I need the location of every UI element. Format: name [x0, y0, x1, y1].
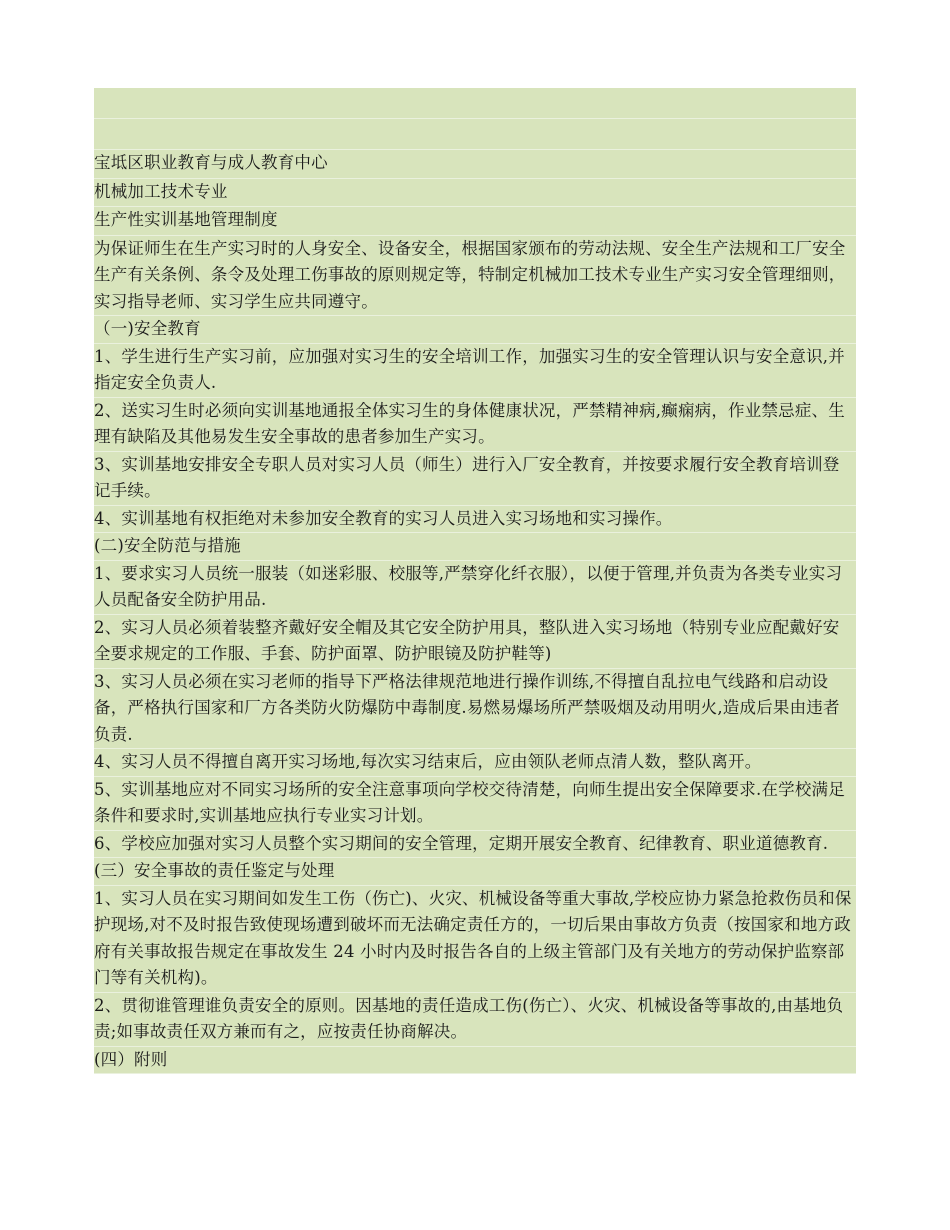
- program-title: 机械加工技术专业: [94, 179, 856, 208]
- org-title: 宝坻区职业教育与成人教育中心: [94, 150, 856, 179]
- document-title: 生产性实训基地管理制度: [94, 207, 856, 236]
- clause-paragraph: 3、实训基地安排安全专职人员对实习人员（师生）进行入厂安全教育，并按要求履行安全教育培训登记手续。: [94, 452, 856, 506]
- section-heading: (三）安全事故的责任鉴定与处理: [94, 858, 856, 886]
- clause-paragraph: 2、实习人员必须着装整齐戴好安全帽及其它安全防护用具，整队进入实习场地（特别专业应配戴好安全要求规定的工作服、手套、防护面罩、防护眼镜及防护鞋等): [94, 615, 856, 669]
- clause-paragraph: 1、实习人员在实习期间如发生工伤（伤亡)、火灾、机械设备等重大事故,学校应协力紧急抢救伤员和保护现场,对不及时报告致使现场遭到破坏而无法确定责任方的，一切后果由事故方负责（按国家和地方政府有关事故报告规定在事故发生 24 小时内及时报告各自的上级主管部门及有关地方的劳动保护监察部门等有关机构)。: [94, 886, 856, 993]
- intro-paragraph: 为保证师生在生产实习时的人身安全、设备安全，根据国家颁布的劳动法规、安全生产法规和工厂安全生产有关条例、条令及处理工伤事故的原则规定等，特制定机械加工技术专业生产实习安全管理细则，实习指导老师、实习学生应共同遵守。: [94, 236, 856, 317]
- blank-row: [94, 119, 856, 150]
- section-heading: （一)安全教育: [94, 316, 856, 344]
- clause-paragraph: 2、送实习生时必须向实训基地通报全体实习生的身体健康状况，严禁精神病,癫痫病，作业禁忌症、生理有缺陷及其他易发生安全事故的患者参加生产实习。: [94, 398, 856, 452]
- clause-paragraph: 4、实习人员不得擅自离开实习场地,每次实习结束后，应由领队老师点清人数，整队离开。: [94, 749, 856, 777]
- clause-paragraph: 1、要求实习人员统一服装（如迷彩服、校服等,严禁穿化纤衣服），以便于管理,并负责为各类专业实习人员配备安全防护用品.: [94, 561, 856, 615]
- clause-paragraph: 5、实训基地应对不同实习场所的安全注意事项向学校交待清楚，向师生提出安全保障要求.在学校满足条件和要求时,实训基地应执行专业实习计划。: [94, 777, 856, 831]
- clause-paragraph: 6、学校应加强对实习人员整个实习期间的安全管理，定期开展安全教育、纪律教育、职业道德教育.: [94, 831, 856, 859]
- section-heading: (二)安全防范与措施: [94, 533, 856, 561]
- section-heading: (四）附则: [94, 1047, 856, 1075]
- clause-paragraph: 4、实训基地有权拒绝对未参加安全教育的实习人员进入实习场地和实习操作。: [94, 506, 856, 534]
- clause-paragraph: 2、贯彻谁管理谁负责安全的原则。因基地的责任造成工伤(伤亡）、火灾、机械设备等事故的,由基地负责;如事故责任双方兼而有之，应按责任协商解决。: [94, 993, 856, 1047]
- clause-paragraph: 3、实习人员必须在实习老师的指导下严格法律规范地进行操作训练,不得擅自乱拉电气线路和启动设备，严格执行国家和厂方各类防火防爆防中毒制度.易燃易爆场所严禁吸烟及动用明火,造成后果由违者负责.: [94, 669, 856, 750]
- blank-row: [94, 88, 856, 119]
- document-body: [94, 88, 856, 1074]
- clause-paragraph: 1、学生进行生产实习前，应加强对实习生的安全培训工作，加强实习生的安全管理认识与安全意识,并指定安全负责人.: [94, 344, 856, 398]
